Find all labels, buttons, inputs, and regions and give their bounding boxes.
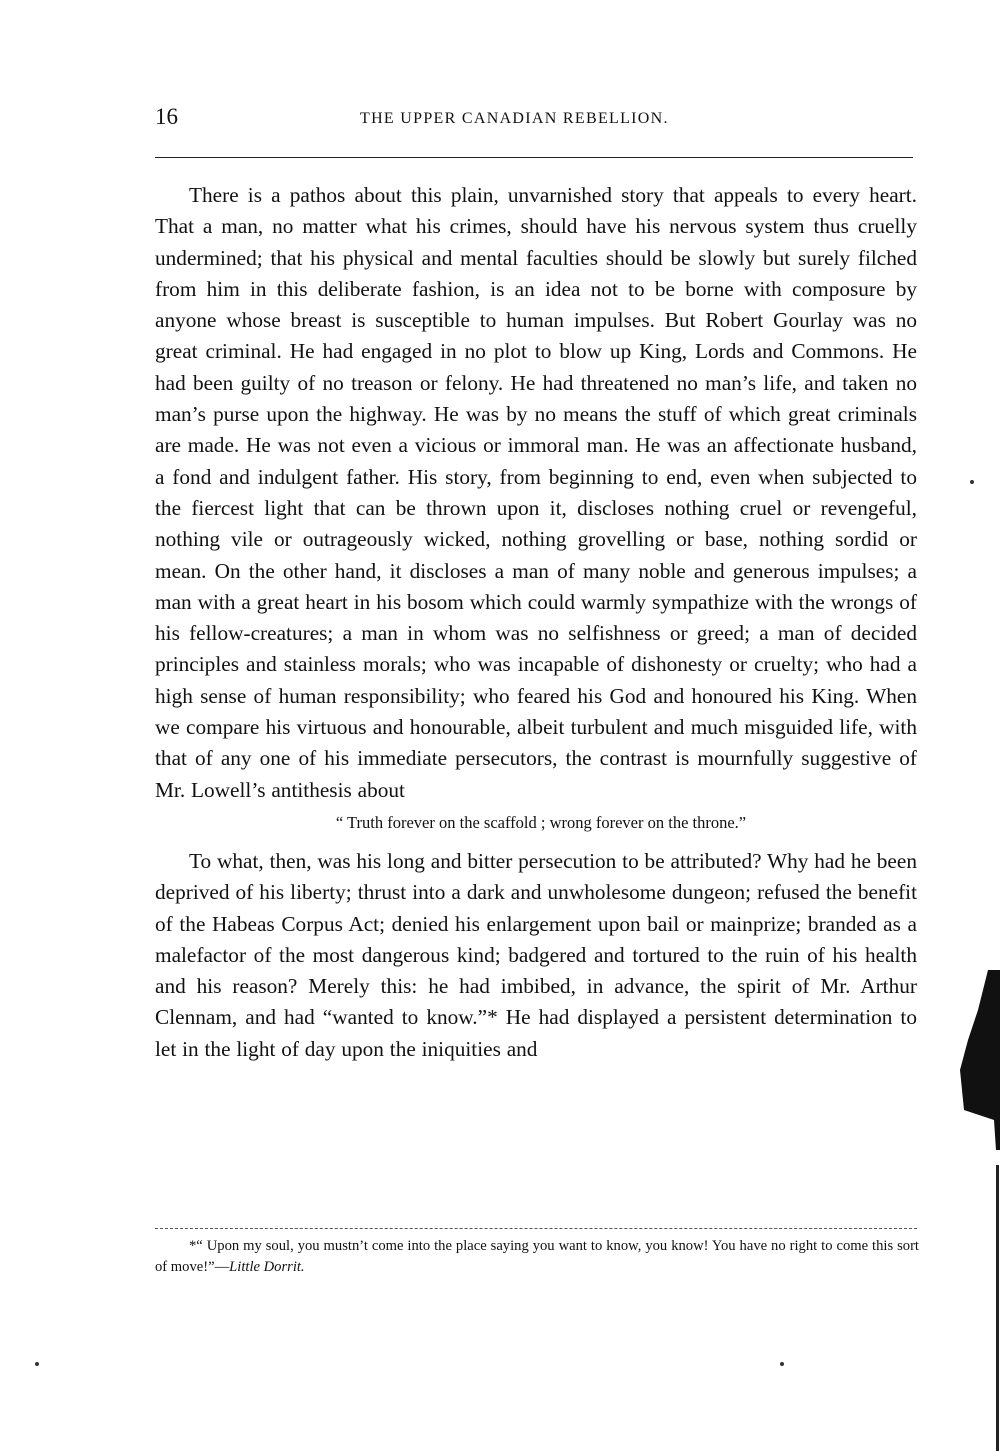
- page-number: 16: [155, 104, 178, 129]
- paragraph-pathos: There is a pathos about this plain, unvarnished story that appeals to every heart. That a man, no matter what his crimes, should have his nervous system thus cruelly undermined; that his physical and mental faculties should be slowly but surely filched from him in this deliberate fashion, is an idea not to be borne with composure by anyone whose breast is susceptible to human impulses. But Robert Gourlay was no great criminal. He had engaged in no plot to blow up King, Lords and Commons. He had been guilty of no treason or felony. He had threatened no man’s life, and taken no man’s purse upon the highway. He was by no means the stuff of which great criminals are made. He was not even a vicious or immoral man. He was an affectionate husband, a fond and indulgent father. His story, from beginning to end, even when subjected to the fiercest light that can be thrown upon it, discloses nothing cruel or revengeful, nothing vile or outrageously wicked, nothing grovelling or base, nothing sordid or mean. On the other hand, it discloses a man of many noble and generous impulses; a man with a great heart in his bosom which could warmly sympathize with the wrongs of his fellow-creatures; a man in whom was no selfishness or greed; a man of decided principles and stainless morals; who was incapable of dishonesty or cruelty; who had a high sense of human responsibility; who feared his God and honoured his King. When we compare his virtuous and honourable, albeit turbulent and much misguided life, with that of any one of his immediate persecutors, the contrast is mournfully suggestive of Mr. Lowell’s antithesis about: [155, 183, 917, 802]
- scan-edge-mark: [958, 970, 1000, 1150]
- footnote-text: *“ Upon my soul, you mustn’t come into the place saying you want to know, you know! You have no right to come this sort of move!”—: [155, 1238, 919, 1275]
- scan-speck: [780, 1362, 784, 1366]
- lowell-quote: “ Truth forever on the scaffold ; wrong forever on the throne.”: [335, 812, 747, 832]
- scan-speck: [35, 1362, 39, 1366]
- body-text: [155, 180, 917, 1065]
- footnote: [155, 1236, 919, 1278]
- footnote-source: Little Dorrit.: [229, 1259, 305, 1275]
- header-rule: [155, 157, 913, 158]
- footnote-rule: [155, 1228, 917, 1229]
- running-title: THE UPPER CANADIAN REBELLION.: [360, 110, 669, 127]
- scan-edge-line: [996, 1165, 999, 1451]
- scan-speck: [970, 480, 974, 484]
- paragraph-persecution: To what, then, was his long and bitter persecution to be attributed? Why had he been deprived of his liberty; thrust into a dark and unwholesome dungeon; refused the benefit of the Habeas Corpus Act; denied his enlargement upon bail or mainprize; branded as a malefactor of the most dangerous kind; badgered and tortured to the ruin of his health and his reason? Merely this: he had imbibed, in advance, the spirit of Mr. Arthur Clennam, and had “wanted to know.”* He had displayed a persistent determination to let in the light of day upon the iniquities and: [155, 848, 917, 1061]
- page-header: [155, 104, 915, 134]
